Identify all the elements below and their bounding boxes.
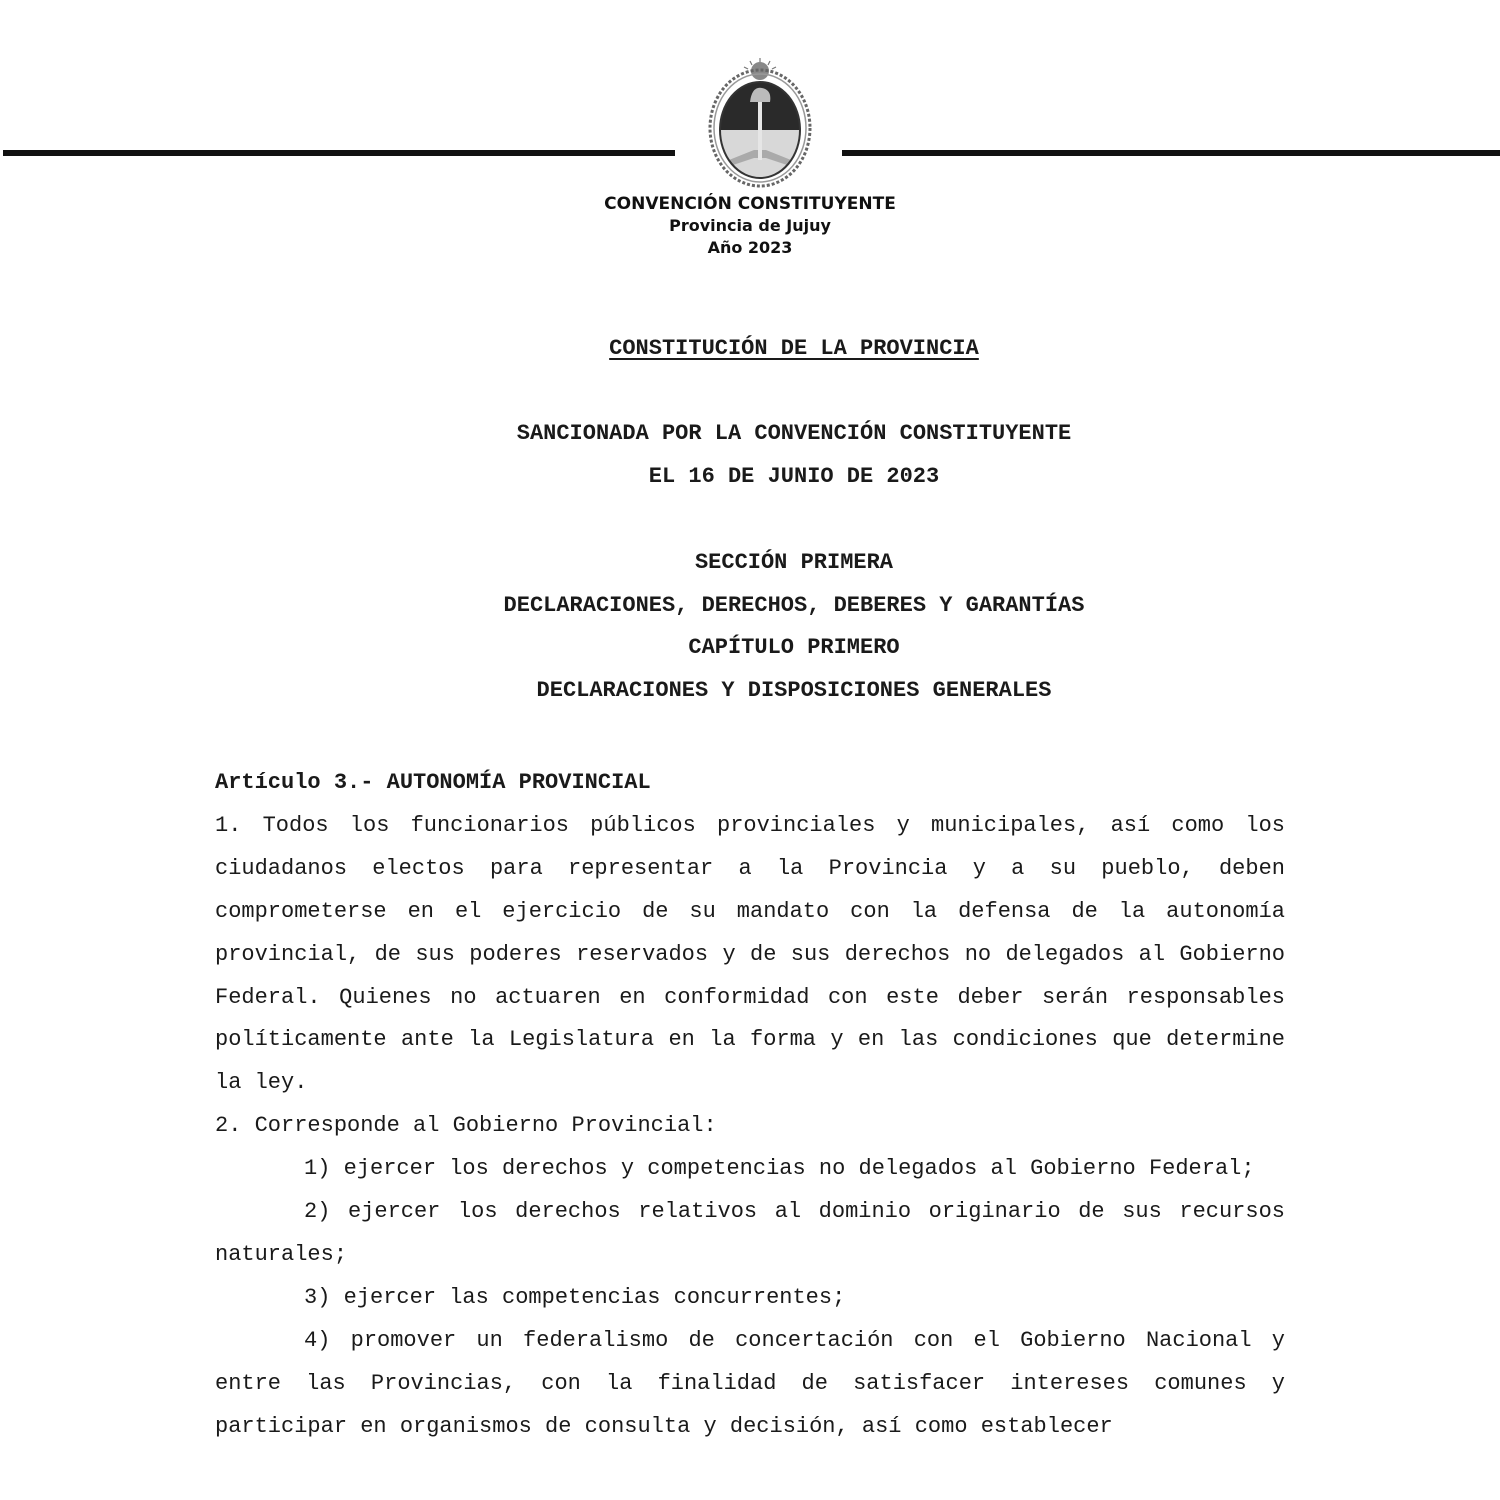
section-title: DECLARACIONES, DERECHOS, DEBERES Y GARANTÍAS bbox=[503, 593, 1085, 618]
sanction-line-2: EL 16 DE JUNIO DE 2023 bbox=[648, 464, 940, 489]
year-label: Año 2023 bbox=[707, 238, 793, 257]
article-item-4: 4) promover un federalismo de concertación con el Gobierno Nacional y entre las Provincias, con la finalidad de satisfacer intereses comunes y participar en organismos de consulta y decisión, así como establecer bbox=[215, 1327, 1285, 1439]
province-name: Provincia de Jujuy bbox=[669, 216, 831, 235]
article-item-2: 2) ejercer los derechos relativos al dominio originario de sus recursos naturales; bbox=[215, 1199, 1285, 1267]
chapter-title: DECLARACIONES Y DISPOSICIONES GENERALES bbox=[536, 678, 1052, 703]
article-item-1: 1) ejercer los derechos y competencias no delegados al Gobierno Federal; bbox=[304, 1156, 1255, 1182]
article-paragraph-1: 1. Todos los funcionarios públicos provinciales y municipales, así como los ciudadanos electos para representar a la Provincia y a su pueblo, deben comprometerse en el ejercicio de su mandato con la defensa de la autonomía provincial, de sus poderes reservados y de sus derechos no delegados al Gobierno Federal. Quienes no actuaren en conformidad con este deber serán responsables políticamente ante la Legislatura en la forma y en las condiciones que determine la ley. bbox=[215, 812, 1285, 1096]
article-item-3: 3) ejercer las competencias concurrentes; bbox=[304, 1284, 846, 1310]
org-name: CONVENCIÓN CONSTITUYENTE bbox=[604, 194, 896, 214]
article-paragraph-2: 2. Corresponde al Gobierno Provincial: bbox=[215, 1113, 717, 1139]
header-rule-right bbox=[842, 150, 1500, 156]
document-title: CONSTITUCIÓN DE LA PROVINCIA bbox=[609, 336, 979, 361]
coat-of-arms-icon bbox=[706, 58, 814, 188]
chapter-label: CAPÍTULO PRIMERO bbox=[688, 635, 900, 660]
article-title: Artículo 3.- AUTONOMÍA PROVINCIAL bbox=[215, 770, 651, 795]
article-body bbox=[215, 762, 1285, 1449]
section-label: SECCIÓN PRIMERA bbox=[694, 550, 894, 575]
header-rule-left bbox=[3, 150, 675, 156]
sanction-line-1: SANCIONADA POR LA CONVENCIÓN CONSTITUYENTE bbox=[516, 421, 1072, 446]
